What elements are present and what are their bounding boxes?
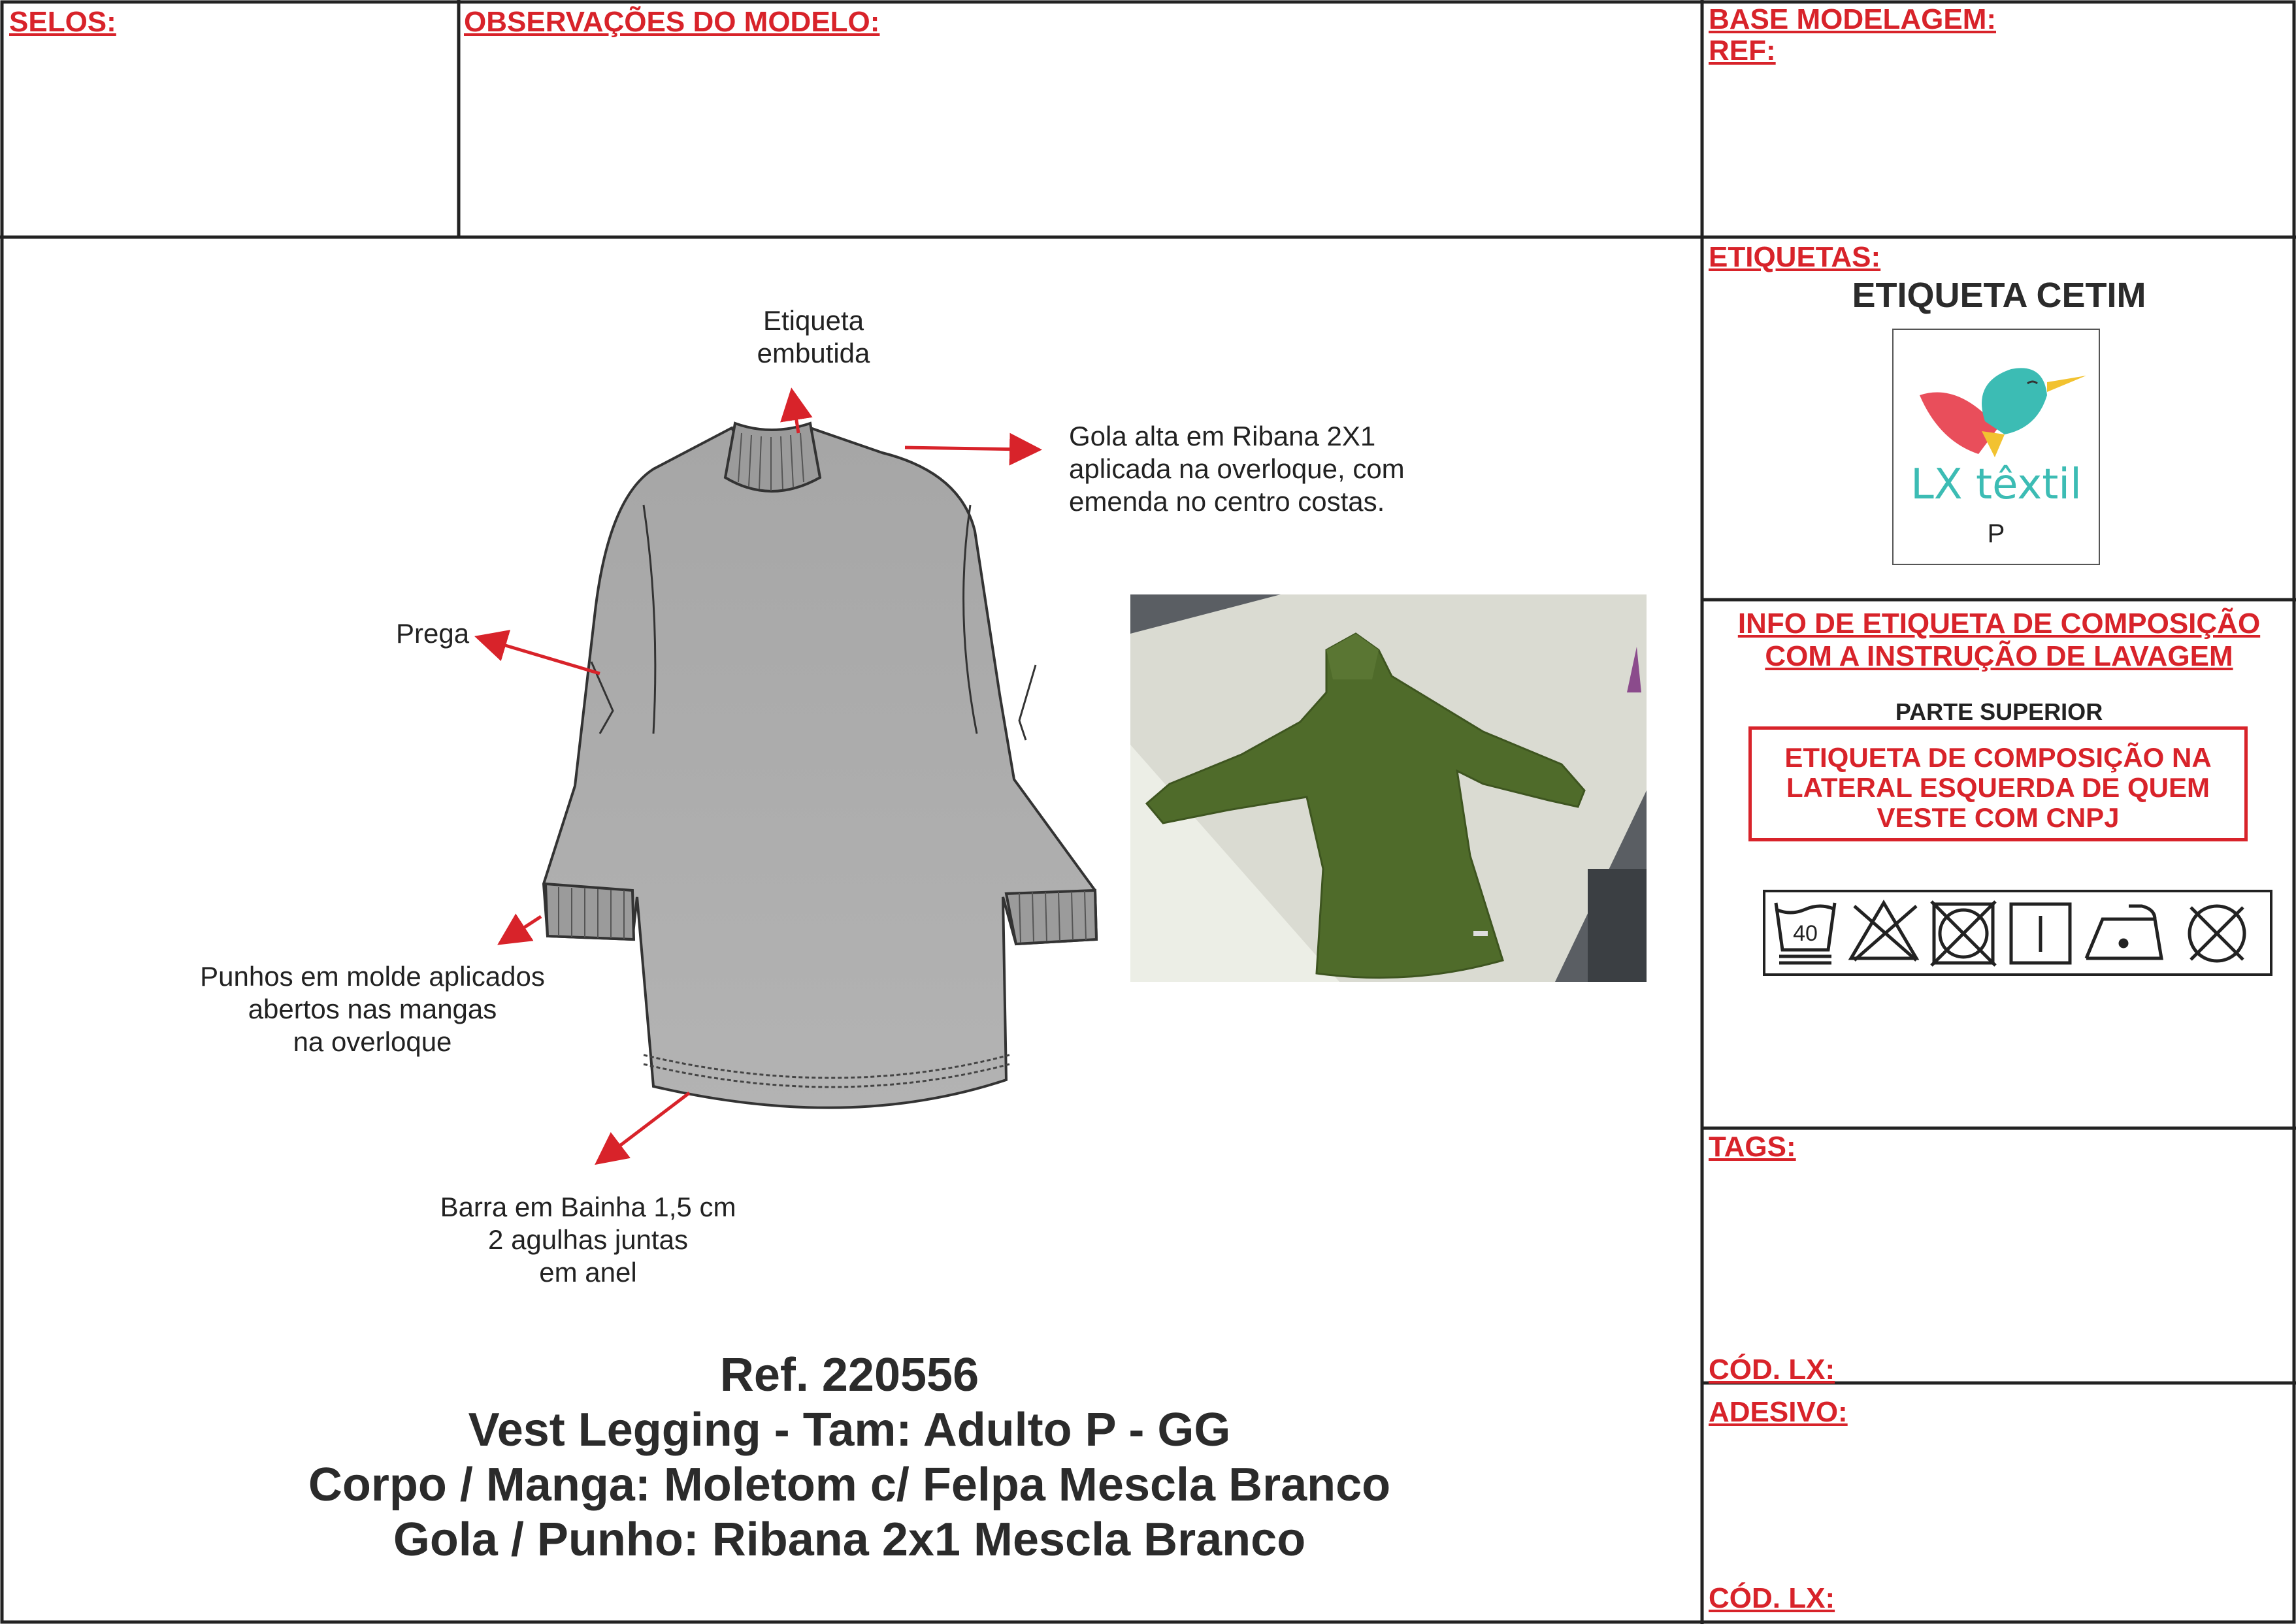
dress-body [544,428,1096,1108]
brand-text: LX têxtil [1911,461,2082,509]
product-corpo: Corpo / Manga: Moletom c/ Felpa Mescla Branco [308,1459,1391,1511]
info-composicao-line-1: INFO DE ETIQUETA DE COMPOSIÇÃO [1737,608,2261,640]
gola-line-3: emenda no centro costas. [1069,486,1385,517]
satin-label-box [1892,329,2100,565]
size-letter: P [1987,519,2005,548]
observacoes-label: OBSERVAÇÕES DO MODELO: [464,6,880,38]
etiqueta-line-1: Etiqueta [763,305,864,336]
no-tumble-dry-icon [1931,901,1995,966]
product-ref: Ref. 220556 [719,1349,979,1401]
prega-arrow [490,641,600,674]
gola-line-1: Gola alta em Ribana 2X1 [1069,421,1376,451]
prega-annotation: Prega [396,618,470,649]
punhos-line-2: abertos nas mangas [248,994,497,1024]
etiquetas-label: ETIQUETAS: [1709,241,1881,273]
punhos-line-1: Punhos em molde aplicados [200,961,545,992]
parte-superior-label: PARTE SUPERIOR [1895,698,2103,725]
product-gola: Gola / Punho: Ribana 2x1 Mescla Branco [393,1514,1306,1566]
composicao-line-2: LATERAL ESQUERDA DE QUEM [1786,772,2210,803]
base-modelagem-label: BASE MODELAGEM: [1709,3,1996,35]
punhos-line-3: na overloque [293,1026,452,1057]
garment-photo [1130,594,1647,982]
composicao-notice-box [1748,726,2248,841]
punhos-annotation [189,960,555,1058]
etiqueta-cetim-title: ETIQUETA CETIM [1852,276,2146,315]
info-composicao-line-2: COM A INSTRUÇÃO DE LAVAGEM [1765,640,2233,672]
wash-temp: 40 [1793,921,1818,946]
barra-arrow [608,1093,689,1155]
barra-line-3: em anel [539,1257,637,1288]
gola-arrow [905,447,1026,449]
gola-line-2: aplicada na overloque, com [1069,453,1405,484]
selos-label: SELOS: [9,6,116,38]
punhos-arrow [511,917,541,936]
composicao-line-3: VESTE COM CNPJ [1877,802,2120,833]
care-symbols-strip [1763,890,2272,976]
adesivo-label: ADESIVO: [1709,1396,1848,1428]
ref-label: REF: [1709,35,1776,67]
barra-annotation [425,1191,751,1289]
cod-lx-label-adesivo: CÓD. LX: [1709,1582,1835,1614]
tags-label: TAGS: [1709,1131,1796,1163]
gola-annotation [1069,420,1405,518]
product-name: Vest Legging - Tam: Adulto P - GG [468,1404,1231,1456]
composicao-line-1: ETIQUETA DE COMPOSIÇÃO NA [1784,742,2212,773]
etiqueta-annotation [732,304,895,370]
etiqueta-line-2: embutida [757,338,870,368]
cod-lx-label-tags: CÓD. LX: [1709,1354,1835,1386]
hummingbird-logo-icon [1907,343,2090,467]
barra-line-1: Barra em Bainha 1,5 cm [440,1192,736,1222]
barra-line-2: 2 agulhas juntas [488,1224,688,1255]
